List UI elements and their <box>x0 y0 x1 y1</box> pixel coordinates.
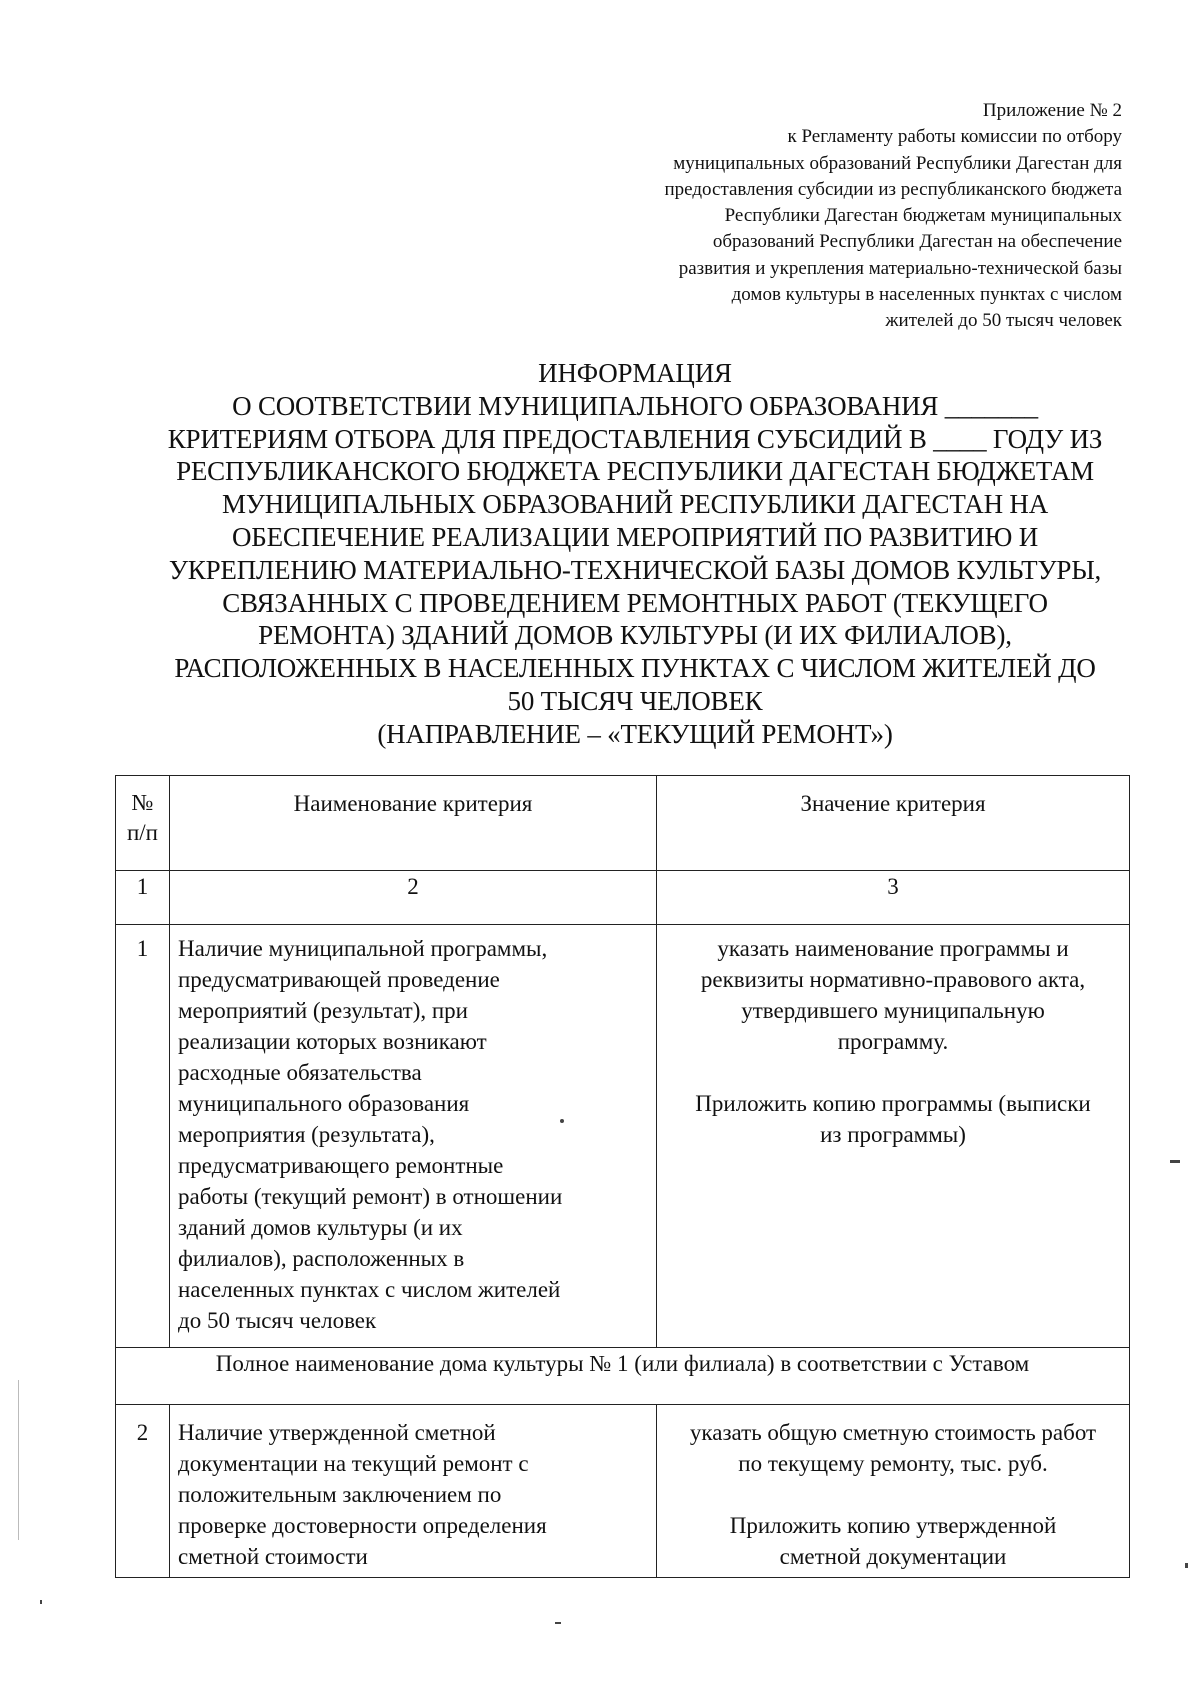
title-line: КРИТЕРИЯМ ОТБОРА ДЛЯ ПРЕДОСТАВЛЕНИЯ СУБСИДИЙ В ____ ГОДУ ИЗ <box>167 423 1103 454</box>
attach-text-line: сметной документации <box>779 1544 1007 1569</box>
appendix-line: жителей до 50 тысяч человек <box>885 310 1122 332</box>
index-cell: 2 <box>170 871 657 925</box>
criterion-text-line: филиалов), расположенных в <box>178 1246 465 1271</box>
document-title <box>110 357 1160 751</box>
title-line: СВЯЗАННЫХ С ПРОВЕДЕНИЕМ РЕМОНТНЫХ РАБОТ (ТЕКУЩЕГО <box>222 587 1048 618</box>
criterion-text-line: до 50 тысяч человек <box>178 1308 377 1333</box>
criterion-text-line: предусматривающей проведение <box>178 967 500 992</box>
index-cell: 1 <box>116 871 170 925</box>
criterion-text-line: зданий домов культуры (и их <box>178 1215 463 1240</box>
criterion-value-cell <box>657 925 1130 1348</box>
scan-speck <box>1185 1563 1188 1568</box>
appendix-line: к Регламенту работы комиссии по отбору <box>787 126 1122 148</box>
table-row <box>116 925 1130 1348</box>
title-line: 50 ТЫСЯЧ ЧЕЛОВЕК <box>507 685 763 716</box>
appendix-line: предоставления субсидии из республиканского бюджета <box>664 178 1122 200</box>
criterion-text-line: расходные обязательства <box>178 1060 422 1085</box>
title-line: О СООТВЕТСТВИИ МУНИЦИПАЛЬНОГО ОБРАЗОВАНИЯ _______ <box>232 390 1038 421</box>
criterion-text-line: населенных пунктах с числом жителей <box>178 1277 561 1302</box>
paragraph-gap <box>663 1479 1123 1510</box>
section-label: Полное наименование дома культуры № 1 (или филиала) в соответствии с Уставом <box>116 1348 1130 1405</box>
title-line: ИНФОРМАЦИЯ <box>538 358 732 388</box>
title-line: РЕМОНТА) ЗДАНИЙ ДОМОВ КУЛЬТУРЫ (И ИХ ФИЛИАЛОВ), <box>258 620 1012 651</box>
criterion-text-line: положительным заключением по <box>178 1482 502 1507</box>
appendix-line: муниципальных образований Республики Дагестан для <box>673 152 1122 174</box>
title-line: МУНИЦИПАЛЬНЫХ ОБРАЗОВАНИЙ РЕСПУБЛИКИ ДАГЕСТАН НА <box>221 489 1049 520</box>
scan-speck <box>40 1600 42 1604</box>
table-row <box>116 1405 1130 1578</box>
appendix-line: Республики Дагестан бюджетам муниципальных <box>724 205 1122 227</box>
header-number-cell <box>116 776 170 871</box>
criterion-value-cell <box>657 1405 1130 1578</box>
criterion-name-cell <box>170 1405 657 1578</box>
criterion-name-cell <box>170 925 657 1348</box>
value-text-line: программу. <box>837 1029 949 1054</box>
index-cell: 3 <box>657 871 1130 925</box>
value-text-line: по текущему ремонту, тыс. руб. <box>738 1451 1048 1476</box>
criterion-text-line: мероприятия (результата), <box>178 1122 435 1147</box>
value-text-line: указать наименование программы и <box>717 936 1069 961</box>
paragraph-gap <box>665 1057 1121 1088</box>
header-criterion-value: Значение критерия <box>657 776 1130 871</box>
row-number: 1 <box>116 925 170 1348</box>
table-index-row <box>116 871 1130 925</box>
header-number-label: № <box>131 790 154 815</box>
criterion-text-line: сметной стоимости <box>178 1544 368 1569</box>
criterion-text-line: проверке достоверности определения <box>178 1513 547 1538</box>
criterion-text-line: предусматривающего ремонтные <box>178 1153 504 1178</box>
criterion-text-line: реализации которых возникают <box>178 1029 487 1054</box>
appendix-line: развития и укрепления материально-технической базы <box>678 257 1122 279</box>
appendix-note <box>562 98 1122 335</box>
title-line: РЕСПУБЛИКАНСКОГО БЮДЖЕТА РЕСПУБЛИКИ ДАГЕСТАН БЮДЖЕТАМ <box>176 456 1094 487</box>
header-number-label: п/п <box>126 820 158 845</box>
value-text-line: реквизиты нормативно-правового акта, <box>700 967 1086 992</box>
appendix-line: домов культуры в населенных пунктах с числом <box>731 284 1122 306</box>
criterion-text-line: Наличие муниципальной программы, <box>178 936 548 961</box>
title-line: (НАПРАВЛЕНИЕ – «ТЕКУЩИЙ РЕМОНТ») <box>377 718 893 749</box>
appendix-line: Приложение № 2 <box>982 100 1122 121</box>
criteria-table <box>115 775 1130 1578</box>
section-row <box>116 1348 1130 1405</box>
appendix-line: образований Республики Дагестан на обеспечение <box>712 231 1122 253</box>
title-line: РАСПОЛОЖЕННЫХ В НАСЕЛЕННЫХ ПУНКТАХ С ЧИСЛОМ ЖИТЕЛЕЙ ДО <box>174 653 1096 684</box>
scan-speck <box>1170 1160 1180 1163</box>
table-header-row <box>116 776 1130 871</box>
attach-text-line: из программы) <box>820 1122 966 1147</box>
value-text-line: утвердившего муниципальную <box>741 998 1045 1023</box>
criterion-text-line: мероприятий (результат), при <box>178 998 468 1023</box>
scan-speck <box>555 1622 561 1624</box>
criterion-text-line: Наличие утвержденной сметной <box>178 1420 496 1445</box>
scan-speck <box>18 1380 19 1540</box>
title-line: УКРЕПЛЕНИЮ МАТЕРИАЛЬНО-ТЕХНИЧЕСКОЙ БАЗЫ ДОМОВ КУЛЬТУРЫ, <box>168 554 1102 585</box>
criterion-text-line: документации на текущий ремонт с <box>178 1451 529 1476</box>
criterion-text-line: работы (текущий ремонт) в отношении <box>178 1184 563 1209</box>
attach-text-line: Приложить копию утвержденной <box>729 1513 1057 1538</box>
attach-text-line: Приложить копию программы (выписки <box>695 1091 1091 1116</box>
scan-speck <box>560 1119 564 1123</box>
title-line: ОБЕСПЕЧЕНИЕ РЕАЛИЗАЦИИ МЕРОПРИЯТИЙ ПО РАЗВИТИЮ И <box>231 521 1039 552</box>
criterion-text-line: муниципального образования <box>178 1091 470 1116</box>
value-text-line: указать общую сметную стоимость работ <box>689 1420 1097 1445</box>
header-criterion-name: Наименование критерия <box>170 776 657 871</box>
row-number: 2 <box>116 1405 170 1578</box>
